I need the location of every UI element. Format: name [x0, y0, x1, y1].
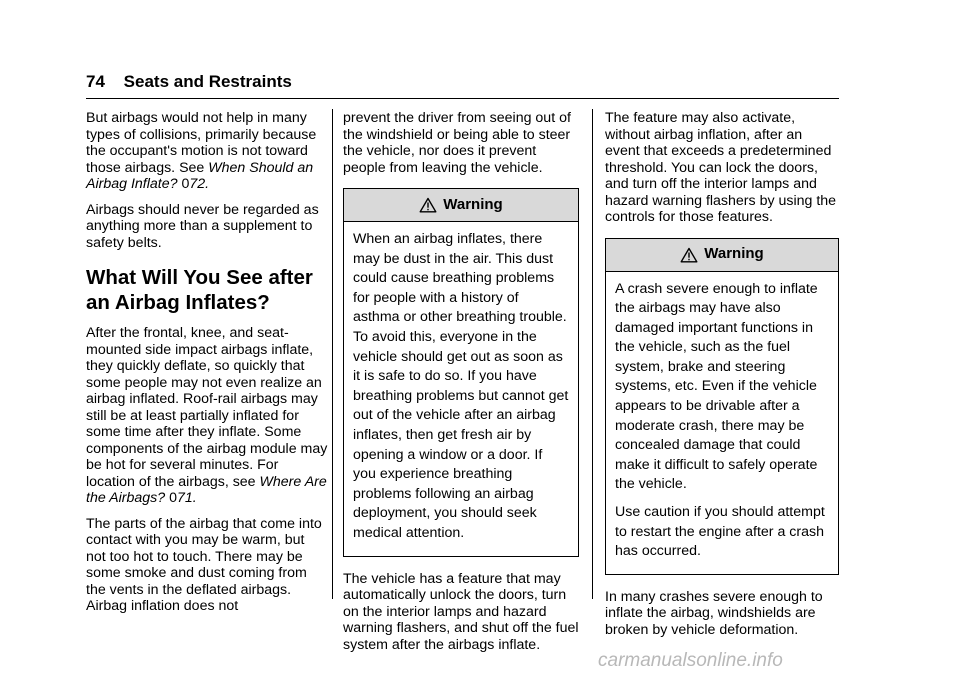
warning-box: [343, 188, 579, 557]
cross-reference-link[interactable]: When Should an Airbag Inflate?: [86, 159, 314, 192]
paragraph: [86, 110, 328, 193]
paragraph: The parts of the airbag that come into contact with you may be warm, but not too hot to touch. There may be some smoke and dust coming from the vents in the deflated airbags. Airbag inflation does not: [86, 515, 322, 614]
column-2: [343, 110, 579, 662]
page-number: 74: [86, 72, 105, 91]
paragraph: In many crashes severe enough to inflate the airbag, windshields are broken by vehicle deformation.: [605, 588, 823, 638]
page-ref-symbol: 0: [181, 176, 190, 192]
warning-text: Use caution if you should attempt to restart the engine after a crash has occurred.: [615, 504, 825, 560]
column-divider-2: [592, 109, 593, 599]
paragraph: [86, 325, 328, 507]
paragraph: prevent the driver from seeing out of the windshield or being able to steer the vehicle, nor does it prevent people from leaving the vehicle.: [343, 110, 571, 176]
warning-text: When an airbag inflates, there may be dust in the air. This dust could cause breathing problems for people with a history of asthma or other breathing trouble. To avoid this, everyone in the vehicle should get out as soon as it is safe to do so. If you have breathing problems but cannot get out of the vehicle after an airbag inflates, then get fresh air by opening a window or a door. If you experience breathing problems following an airbag deployment, you should seek medical attention.: [353, 231, 569, 541]
warning-text: A crash severe enough to inflate the airbags may have also damaged important functions in the vehicle, such as the fuel system, brake and steering systems, etc. Even if the vehicle appears to be drivable after a moderate crash, there may be concealed damage that could make it difficult to safely operate the vehicle.: [615, 280, 818, 493]
column-3: [605, 110, 839, 647]
body-text: But airbags would not help in many types of collisions, primarily because the occupant's motion is not toward those airbags. See: [86, 110, 317, 176]
section-heading: What Will You See after an Airbag Inflates?: [86, 266, 313, 314]
column-1: [86, 110, 328, 624]
column-divider-1: [332, 109, 333, 599]
warning-title: Warning: [704, 245, 764, 263]
header-rule: [86, 98, 839, 99]
warning-icon: [419, 197, 437, 213]
paragraph: The feature may also activate, without airbag inflation, after an event that exceeds a predetermined threshold. You can lock the doors, and turn off the interior lamps and hazard warning flashers by using the controls for those features.: [605, 110, 837, 225]
paragraph: The vehicle has a feature that may automatically unlock the doors, turn on the interior lamps and hazard warning flashers, and shut off the fuel system after the airbags inflate.: [343, 570, 579, 653]
page-ref[interactable]: 72.: [189, 176, 210, 192]
warning-body: [606, 272, 838, 574]
paragraph: Airbags should never be regarded as anything more than a supplement to safety belts.: [86, 201, 319, 251]
warning-header: [606, 239, 838, 272]
warning-title: Warning: [443, 195, 503, 213]
warning-box: [605, 238, 839, 575]
page-header: [86, 72, 292, 92]
page-ref[interactable]: 71.: [176, 490, 197, 506]
section-title: Seats and Restraints: [123, 72, 292, 91]
body-text: After the frontal, knee, and seat-mounted side impact airbags inflate, they quickly deflate, so quickly that some people may not even realize an airbag inflated. Roof-rail airbags may still be at least partially inflated for some time after they inflate. Some components of the airbag module may be hot for several minutes. For location of the airbags, see: [86, 325, 328, 490]
watermark: carmanualsonline.info: [598, 650, 783, 671]
warning-body: [344, 222, 578, 556]
page-ref-symbol: 0: [169, 490, 177, 506]
cross-reference-link[interactable]: Where Are the Airbags?: [86, 473, 327, 506]
warning-header: [344, 189, 578, 222]
warning-icon: [680, 247, 698, 263]
